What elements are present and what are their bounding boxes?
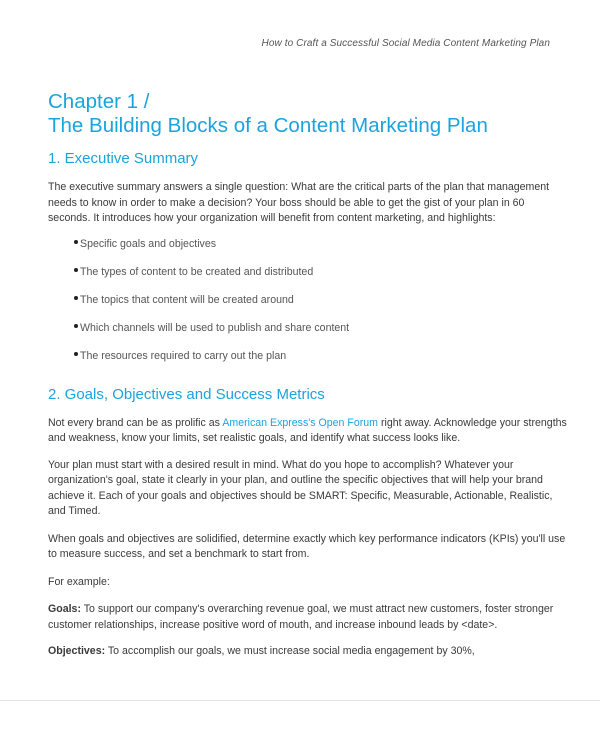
list-item — [74, 293, 568, 308]
document-body — [48, 90, 568, 660]
chapter-title — [48, 90, 568, 138]
executive-summary-intro: The executive summary answers a single question: What are the critical parts of the plan that management needs to know in order to make a decision? Your boss should be able to get the gist of your plan in 60 seconds. It introduces how your organization will benefit from content marketing, and highlights: — [48, 181, 550, 224]
example-intro: For example: — [48, 575, 110, 588]
bullet-icon — [74, 240, 78, 244]
goals-paragraph-1-end: right away. Acknowledge your strengths and weakness, know your limits, set realistic goals, and identify what success looks like. — [48, 416, 567, 444]
bullet-icon — [74, 296, 78, 300]
highlights-list — [48, 237, 568, 364]
chapter-number: Chapter 1 / — [48, 90, 150, 113]
list-item — [74, 349, 568, 364]
list-item-text: Specific goals and objectives — [80, 237, 217, 250]
goals-paragraph-2: Your plan must start with a desired result in mind. What do you hope to accomplish? Whatever your organization's goal, state it clearly in your plan, and outline the specific objectives that will help your brand achieve it. Each of your goals and objectives should be SMART: Specific, Measurable, Actionable, Realistic, and Timed. — [48, 458, 553, 517]
chapter-name: The Building Blocks of a Content Marketing Plan — [48, 114, 488, 137]
goals-paragraph-1-start: Not every brand can be as prolific as — [48, 416, 223, 429]
open-forum-link[interactable]: American Express's Open Forum — [222, 416, 378, 429]
goals-text: To support our company's overarching revenue goal, we must attract new customers, foster stronger customer relationships, increase positive word of mouth, and increase inbound leads by <date>. — [48, 603, 554, 631]
section-heading-goals: 2. Goals, Objectives and Success Metrics — [48, 385, 325, 403]
list-item-text: Which channels will be used to publish and share content — [80, 321, 350, 334]
goals-paragraph-1 — [48, 416, 568, 447]
bullet-icon — [74, 268, 78, 272]
list-item — [74, 237, 568, 252]
running-header-title: How to Craft a Successful Social Media Content Marketing Plan — [261, 38, 550, 49]
bullet-icon — [74, 352, 78, 356]
page-divider — [0, 700, 600, 701]
list-item-text: The topics that content will be created around — [80, 293, 294, 306]
objectives-label: Objectives: — [48, 645, 106, 657]
objectives-definition — [48, 644, 568, 660]
list-item-text: The types of content to be created and distributed — [80, 265, 314, 278]
objectives-text: To accomplish our goals, we must increase social media engagement by 30%, — [105, 645, 475, 657]
goals-definition — [48, 602, 568, 633]
list-item — [74, 265, 568, 280]
section-heading-executive-summary: 1. Executive Summary — [48, 150, 199, 167]
list-item-text: The resources required to carry out the plan — [80, 349, 287, 362]
goals-paragraph-3: When goals and objectives are solidified, determine exactly which key performance indicators (KPIs) you'll use to measure success, and set a benchmark to start from. — [48, 532, 566, 560]
goals-label: Goals: — [48, 603, 81, 615]
bullet-icon — [74, 324, 78, 328]
list-item — [74, 321, 568, 336]
